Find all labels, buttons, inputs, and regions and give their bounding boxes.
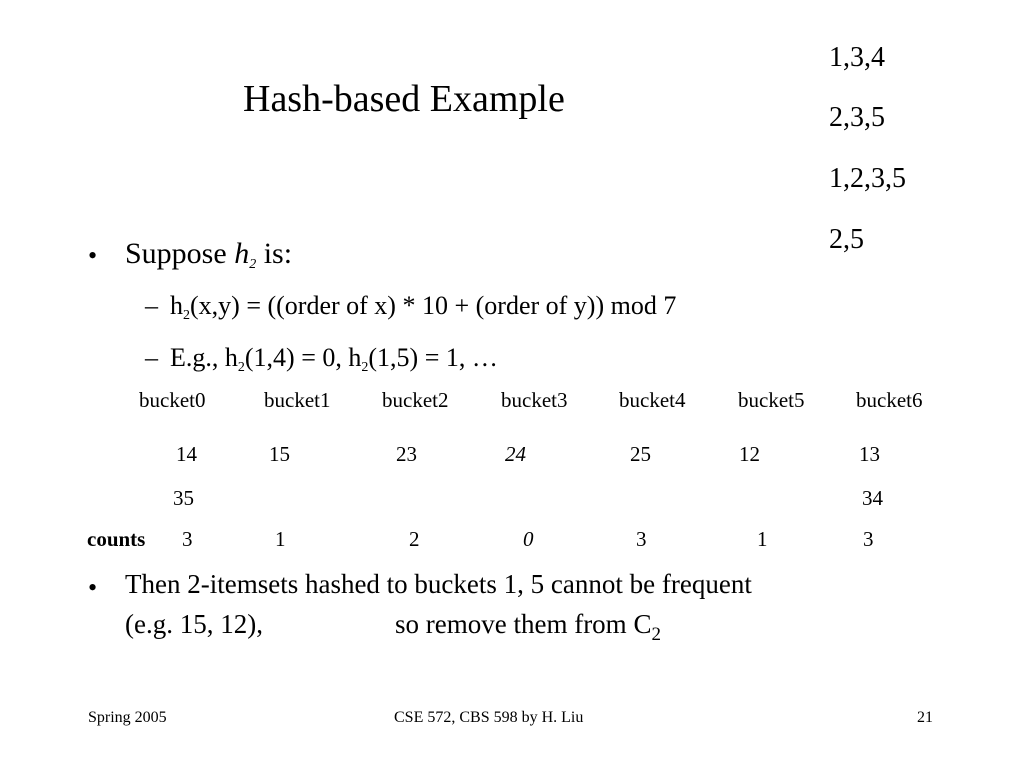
bucket-itemset: 15	[269, 442, 290, 466]
counts-label: counts	[87, 527, 146, 551]
bucket-header: bucket4	[619, 388, 686, 412]
bucket-count: 1	[757, 527, 768, 551]
hash-fn-body: (x,y) = ((order of x) * 10 + (order of y)) mod 7	[190, 291, 677, 320]
hash-fn-name: h	[170, 291, 183, 320]
bullet-marker: •	[88, 241, 98, 270]
bullet-suppose-prefix: Suppose	[125, 237, 235, 270]
hash-fn-subscript: 2	[183, 307, 190, 323]
bucket-itemset: 34	[862, 486, 883, 510]
slide-title: Hash-based Example	[243, 78, 565, 120]
transaction-item: 1,2,3,5	[829, 163, 906, 194]
c2-subscript: 2	[651, 623, 661, 645]
bullet-suppose-suffix: is:	[256, 237, 293, 270]
bucket-count: 3	[636, 527, 647, 551]
hash-example	[170, 343, 498, 375]
dash-marker: –	[145, 343, 158, 372]
bullet-marker: •	[88, 573, 98, 602]
hash-function-definition	[170, 291, 677, 323]
footer-slide-number: 21	[917, 709, 933, 726]
bucket-count: 1	[275, 527, 286, 551]
dash-marker: –	[145, 291, 158, 320]
example-text-b: (1,4) = 0, h	[244, 343, 362, 372]
bucket-header: bucket0	[139, 388, 206, 412]
transaction-item: 2,5	[829, 224, 864, 255]
h2-subscript: 2	[249, 256, 257, 272]
bucket-count: 0	[523, 527, 534, 551]
bucket-header: bucket2	[382, 388, 449, 412]
bucket-header: bucket1	[264, 388, 331, 412]
bucket-header: bucket5	[738, 388, 805, 412]
conclusion-line-2b	[395, 609, 661, 645]
conclusion-text: so remove them from C	[395, 609, 652, 639]
bucket-count: 3	[182, 527, 193, 551]
example-text-c: (1,5) = 1, …	[368, 343, 498, 372]
example-sub-a: 2	[237, 359, 245, 375]
bucket-header: bucket6	[856, 388, 923, 412]
example-text-a: E.g., h	[170, 343, 238, 372]
bucket-count: 2	[409, 527, 420, 551]
bucket-itemset: 13	[859, 442, 880, 466]
transaction-item: 1,3,4	[829, 42, 885, 73]
bucket-itemset: 14	[176, 442, 197, 466]
conclusion-line-1: Then 2-itemsets hashed to buckets 1, 5 cannot be frequent	[125, 569, 752, 599]
bucket-itemset: 12	[739, 442, 760, 466]
footer-date: Spring 2005	[88, 709, 167, 726]
conclusion-line-2a: (e.g. 15, 12),	[125, 609, 263, 639]
bucket-itemset: 23	[396, 442, 417, 466]
transaction-item: 2,3,5	[829, 102, 885, 133]
bucket-count: 3	[863, 527, 874, 551]
footer-course: CSE 572, CBS 598 by H. Liu	[394, 709, 584, 726]
bucket-header: bucket3	[501, 388, 568, 412]
bucket-itemset: 35	[173, 486, 194, 510]
bucket-itemset: 24	[505, 442, 526, 466]
example-sub-b: 2	[361, 359, 369, 375]
bullet-suppose	[125, 237, 293, 272]
h2-variable: h	[234, 237, 250, 270]
bucket-itemset: 25	[630, 442, 651, 466]
